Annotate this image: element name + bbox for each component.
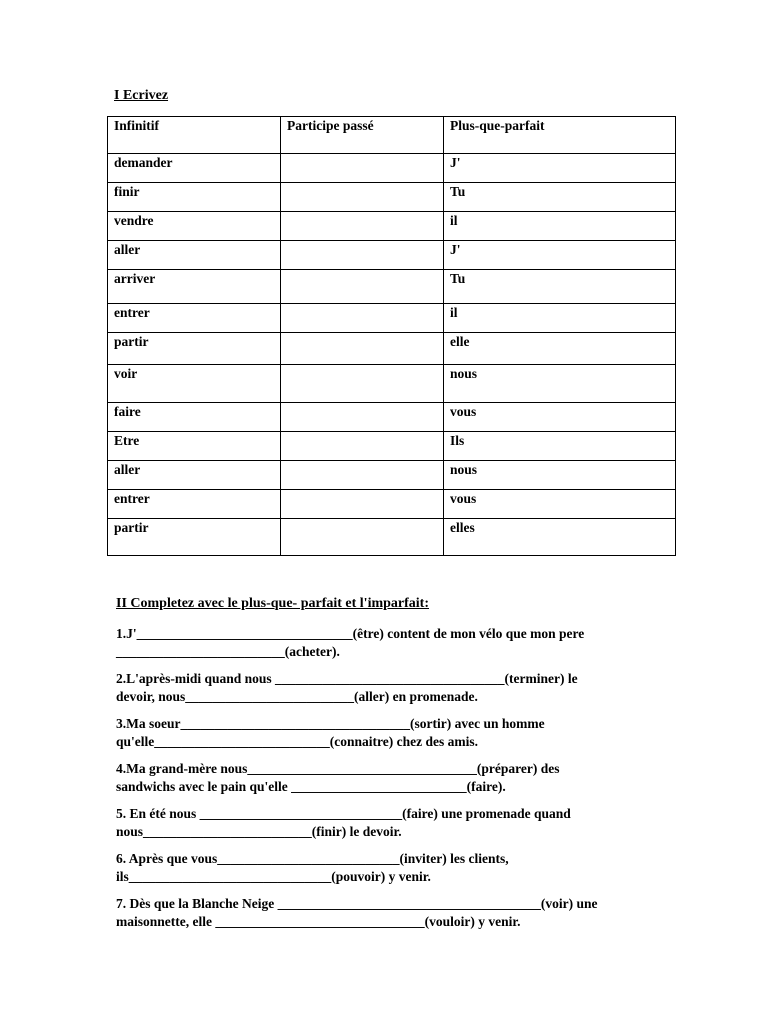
table-row xyxy=(108,241,676,270)
cell-pronoun: il xyxy=(444,212,676,241)
exercise-line1: 7. Dès que la Blanche Neige _______________________________________(voir) une xyxy=(116,896,598,911)
table-row xyxy=(108,519,676,556)
header-plus-que-parfait: Plus-que-parfait xyxy=(444,117,676,154)
exercise-line1: 6. Après que vous___________________________(inviter) les clients, xyxy=(116,851,509,866)
table-row xyxy=(108,154,676,183)
cell-pronoun: nous xyxy=(444,365,676,403)
cell-pronoun: nous xyxy=(444,461,676,490)
cell-participe-passe-blank xyxy=(281,212,444,241)
cell-pronoun: vous xyxy=(444,403,676,432)
exercise-item xyxy=(116,625,656,660)
cell-participe-passe-blank xyxy=(281,304,444,333)
table-row xyxy=(108,304,676,333)
cell-infinitif: Etre xyxy=(108,432,281,461)
exercise-line2: qu'elle__________________________(connaitre) chez des amis. xyxy=(116,733,478,749)
cell-pronoun: Tu xyxy=(444,183,676,212)
cell-participe-passe-blank xyxy=(281,490,444,519)
cell-infinitif: vendre xyxy=(108,212,281,241)
cell-infinitif: demander xyxy=(108,154,281,183)
cell-pronoun: elle xyxy=(444,333,676,365)
cell-participe-passe-blank xyxy=(281,333,444,365)
exercise-item xyxy=(116,895,656,930)
exercise-list xyxy=(116,625,656,940)
cell-participe-passe-blank xyxy=(281,270,444,304)
exercise-line1: 2.L'après-midi quand nous __________________________________(terminer) le xyxy=(116,671,578,686)
cell-infinitif: finir xyxy=(108,183,281,212)
cell-infinitif: arriver xyxy=(108,270,281,304)
cell-participe-passe-blank xyxy=(281,519,444,556)
cell-participe-passe-blank xyxy=(281,154,444,183)
exercise-line1: 5. En été nous ______________________________(faire) une promenade quand xyxy=(116,806,571,821)
table-row xyxy=(108,270,676,304)
exercise-line1: 1.J'________________________________(être) content de mon vélo que mon pere xyxy=(116,626,585,641)
exercise-item xyxy=(116,760,656,795)
table-header-row xyxy=(108,117,676,154)
exercise-line2: maisonnette, elle _______________________________(vouloir) y venir. xyxy=(116,913,521,929)
table-row xyxy=(108,403,676,432)
exercise-item xyxy=(116,670,656,705)
cell-infinitif: voir xyxy=(108,365,281,403)
section-1-title: I Ecrivez xyxy=(114,88,169,103)
table-row xyxy=(108,183,676,212)
exercise-line2: ils______________________________(pouvoir) y venir. xyxy=(116,868,431,884)
header-infinitif: Infinitif xyxy=(108,117,281,154)
cell-pronoun: J' xyxy=(444,241,676,270)
exercise-line2: _________________________(acheter). xyxy=(116,643,340,659)
exercise-item xyxy=(116,805,656,840)
cell-infinitif: entrer xyxy=(108,304,281,333)
table-row xyxy=(108,365,676,403)
table-row xyxy=(108,432,676,461)
cell-participe-passe-blank xyxy=(281,432,444,461)
cell-pronoun: elles xyxy=(444,519,676,556)
cell-infinitif: partir xyxy=(108,519,281,556)
table-row xyxy=(108,212,676,241)
cell-participe-passe-blank xyxy=(281,365,444,403)
cell-infinitif: entrer xyxy=(108,490,281,519)
cell-participe-passe-blank xyxy=(281,241,444,270)
cell-participe-passe-blank xyxy=(281,461,444,490)
cell-pronoun: il xyxy=(444,304,676,333)
exercise-line2: nous_________________________(finir) le devoir. xyxy=(116,823,402,839)
cell-pronoun: J' xyxy=(444,154,676,183)
cell-participe-passe-blank xyxy=(281,183,444,212)
exercise-item xyxy=(116,715,656,750)
cell-infinitif: aller xyxy=(108,461,281,490)
cell-pronoun: Tu xyxy=(444,270,676,304)
conjugation-table xyxy=(107,116,676,556)
exercise-line2: sandwichs avec le pain qu'elle __________________________(faire). xyxy=(116,778,506,794)
table-row xyxy=(108,333,676,365)
exercise-line1: 4.Ma grand-mère nous__________________________________(préparer) des xyxy=(116,761,560,776)
section-2-title: II Completez avec le plus-que- parfait et l'imparfait: xyxy=(116,596,429,611)
header-participe-passe: Participe passé xyxy=(281,117,444,154)
cell-participe-passe-blank xyxy=(281,403,444,432)
exercise-line2: devoir, nous_________________________(aller) en promenade. xyxy=(116,688,478,704)
table-row xyxy=(108,461,676,490)
cell-pronoun: vous xyxy=(444,490,676,519)
exercise-item xyxy=(116,850,656,885)
cell-infinitif: partir xyxy=(108,333,281,365)
exercise-line1: 3.Ma soeur__________________________________(sortir) avec un homme xyxy=(116,716,545,731)
cell-infinitif: aller xyxy=(108,241,281,270)
table-row xyxy=(108,490,676,519)
cell-pronoun: Ils xyxy=(444,432,676,461)
cell-infinitif: faire xyxy=(108,403,281,432)
